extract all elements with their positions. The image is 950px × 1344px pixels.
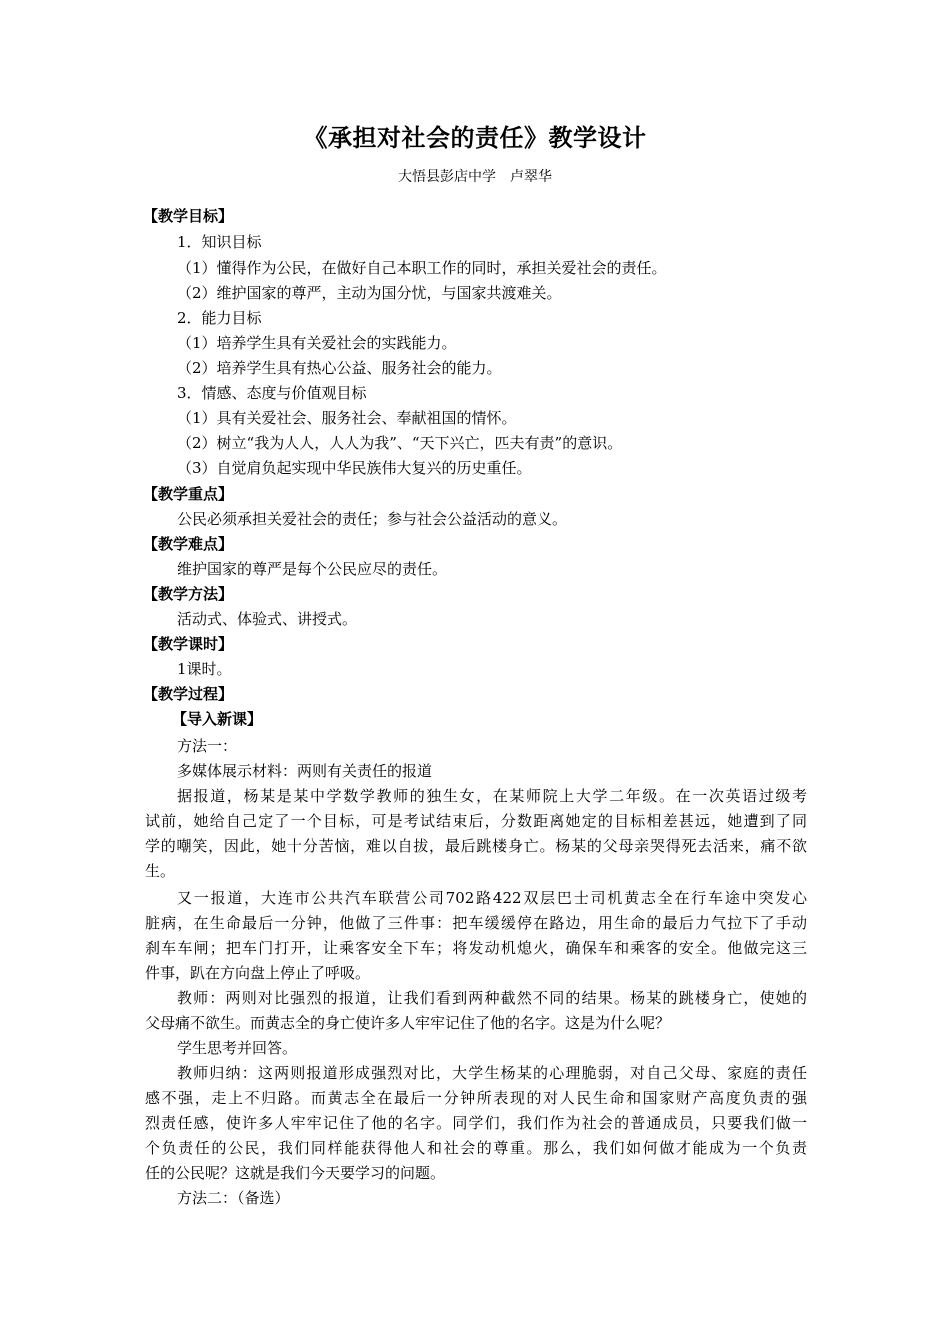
paragraph-line: 学的嘲笑，因此，她十分苦恼，难以自拔，最后跳楼身亡。杨某的父母亲哭得死去活来，痛不欲 <box>145 837 807 855</box>
section-heading-objectives: 【教学目标】 <box>143 207 234 225</box>
paragraph-line: 任的公民呢？这就是我们今天要学习的问题。 <box>145 1164 446 1182</box>
paragraph-line: 感不强，走上不归路。而黄志全在最后一分钟所表现的对人民生命和国家财产高度负责的强 <box>145 1089 807 1107</box>
objective-item: （2）维护国家的尊严，主动为国分忧，与国家共渡难关。 <box>177 284 562 302</box>
paragraph-line: 个负责任的公民，我们同样能获得他人和社会的尊重。那么，我们如何做才能成为一个负责 <box>145 1139 807 1157</box>
objective-item: （2）树立“我为人人，人人为我”、“天下兴亡，匹夫有责”的意识。 <box>177 434 623 452</box>
paragraph-line: 方法一： <box>177 737 238 755</box>
subsection-heading-intro: 【导入新课】 <box>172 710 263 728</box>
objective-item: （1）懂得作为公民，在做好自己本职工作的同时，承担关爱社会的责任。 <box>177 259 667 277</box>
paragraph-line: 据报道，杨某是某中学数学教师的独生女，在某师院上大学二年级。在一次英语过级考 <box>177 787 807 805</box>
paragraph-line: 方法二：（备选） <box>177 1189 290 1207</box>
section-heading-key-points: 【教学重点】 <box>143 485 234 503</box>
paragraph-line: 件事，趴在方向盘上停止了呼吸。 <box>145 964 371 982</box>
objective-item: （3）自觉肩负起实现中华民族伟大复兴的历史重任。 <box>177 459 532 477</box>
paragraph-line: 生。 <box>145 862 176 880</box>
objective-heading-values: 3．情感、态度与价值观目标 <box>177 384 367 402</box>
section-heading-hours: 【教学课时】 <box>143 635 234 653</box>
paragraph-line: 学生思考并回答。 <box>177 1039 298 1057</box>
section-heading-methods: 【教学方法】 <box>143 585 234 603</box>
objective-item: （2）培养学生具有热心公益、服务社会的能力。 <box>177 359 502 377</box>
paragraph-line: 维护国家的尊严是每个公民应尽的责任。 <box>177 560 448 578</box>
paragraph-line: 脏病，在生命最后一分钟，他做了三件事：把车缓缓停在路边，用生命的最后力气拉下了手动 <box>145 914 807 932</box>
section-heading-process: 【教学过程】 <box>143 685 234 703</box>
paragraph-line: 公民必须承担关爱社会的责任；参与社会公益活动的意义。 <box>177 510 568 528</box>
paragraph-line: 教师归纳：这两则报道形成强烈对比，大学生杨某的心理脆弱，对自己父母、家庭的责任 <box>177 1064 807 1082</box>
objective-heading-knowledge: 1．知识目标 <box>177 233 262 251</box>
section-heading-difficulties: 【教学难点】 <box>143 535 234 553</box>
paragraph-line: 活动式、体验式、讲授式。 <box>177 610 358 628</box>
objective-heading-ability: 2．能力目标 <box>177 309 262 327</box>
paragraph-line: 教师：两则对比强烈的报道，让我们看到两种截然不同的结果。杨某的跳楼身亡，使她的 <box>177 989 807 1007</box>
paragraph-line: 1课时。 <box>177 660 232 678</box>
objective-item: （1）培养学生具有关爱社会的实践能力。 <box>177 334 457 352</box>
paragraph-line: 多媒体展示材料：两则有关责任的报道 <box>177 762 433 780</box>
document-title: 《承担对社会的责任》教学设计 <box>303 123 647 152</box>
paragraph-line: 刹车车闸；把车门打开，让乘客安全下车；将发动机熄火，确保车和乘客的安全。他做完这三 <box>145 939 807 957</box>
paragraph-line: 又一报道，大连市公共汽车联营公司702路422双层巴士司机黄志全在行车途中突发心 <box>177 889 807 907</box>
document-author: 大悟县彭店中学 卢翠华 <box>398 169 552 185</box>
objective-item: （1）具有关爱社会、服务社会、奉献祖国的情怀。 <box>177 409 517 427</box>
paragraph-line: 试前，她给自己定了一个目标，可是考试结束后，分数距离她定的目标相差甚远，她遭到了同 <box>145 812 807 830</box>
paragraph-line: 父母痛不欲生。而黄志全的身亡使许多人牢牢记住了他的名字。这是为什么呢？ <box>145 1014 671 1032</box>
paragraph-line: 烈责任感，使许多人牢牢记住了他的名字。同学们，我们作为社会的普通成员，只要我们做一 <box>145 1114 807 1132</box>
